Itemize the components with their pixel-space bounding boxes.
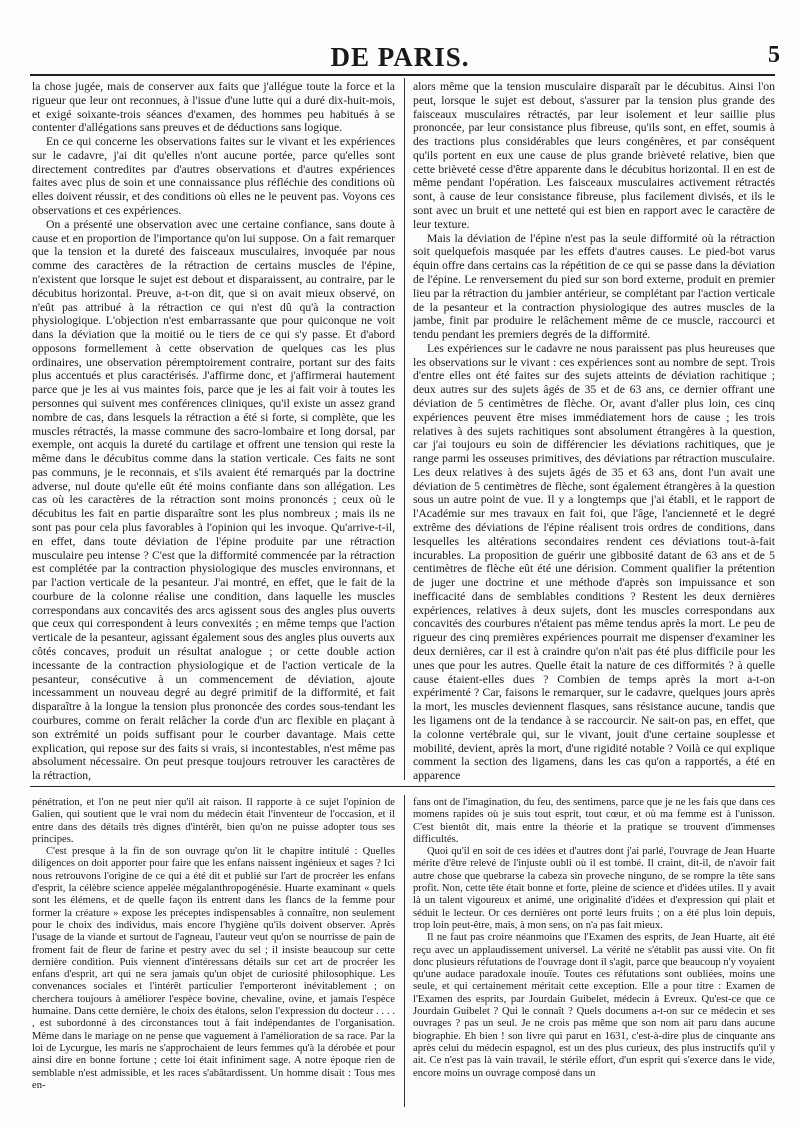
paragraph: On a présenté une observation avec une certaine confiance, sans doute à cause et en proportion de l'importance qu'on lui suppose. On a fait remarquer que la tension et la dureté des faisceaux musculaires, invoquée par nous comme des caractères de la rétraction de certains muscles de l'épine, n'existent que lorsque le sujet est debout et disparaissent, au contraire, par le décubitus horizontal. Preuve, a-t-on dit, que si on avait mieux observé, on n'eût pas attribué à la rétraction ce qui n'est dû qu'à la contraction physiologique. L'objection n'est embarrassante que pour quiconque ne voit dans la déviation que la moitié ou le tiers de ce qui s'y passe. Et d'abord opposons formellement à cette observation de quelques cas les plus ordinaires, une observation péremptoirement contraire, portant sur des faits plus accentués et plus caractérisés. J'affirme donc, et j'affirmerai hautement parce que je les ai vus maintes fois, parce que je les ai fait voir à toutes les personnes qui suivent mes conférences cliniques, qu'il existe un assez grand nombre de cas, dans lesquels la rétraction a été si forte, si complète, que les muscles rétractés, la masse commune des sacro-lombaire et long dorsal, par exemple, ont acquis la dureté du cartilage et offrent une tension qui reste la même dans le décubitus comme dans la station verticale. Ces faits ne sont pas communs, je le reconnais, et s'ils avaient été remarqués par la doctrine adverse, nul doute qu'elle eût été moins confiante dans son allégation. Les cas où les caractères de la rétraction sont moins prononcés ; ceux où le décubitus les fait en partie disparaître sont les plus nombreux ; mais ils ne sont pas pour cela plus favorables à l'opinion qui les invoque. Qu'arrive-t-il, en effet, dans toute déviation de l'épine produite par une rétraction musculaire peu intense ? C'est que la difformité commencée par la rétraction est complétée par la contraction physiologique des muscles environnans, et par l'action verticale de la pesanteur. J'ai montré, en effet, que le fait de la courbure de la colonne réalise une condition, dans laquelle les muscles correspondans aux concavités des arcs agissent sous des angles plus ouverts que ceux qui correspondent à leurs convexités ; en même temps que l'action verticale de la pesanteur, agissant également sous des angles plus ouverts aux côtés concaves, produit un résultat analogue ; or cette double action incessante de la contraction physiologique et de l'action verticale de la pesanteur, consécutive à un commencement de déviation, ajoute incessamment un nouveau degré au degré primitif de la difformité, et fait disparaître à la longue la tension plus prononcée des cordes sous-tendant les courbures, comme on ferait relâcher la corde d'un arc flexible en plaçant à son extrémité un poids suffisant pour le courber davantage. Mais cette explication, qui repose sur des faits si vrais, si incontestables, n'est même pas absolument nécessaire. On peut presque toujours retrouver les caractères de la rétraction, [32,217,395,782]
paragraph: En ce qui concerne les observations faites sur le vivant et les expériences sur le cadavre, j'ai dit qu'elles n'ont aucune portée, parce qu'elles sont directement contredites par d'autres observations et d'autres expériences faites avec plus de soin et une connaissance plus réfléchie des conditions où elles doivent réussir, et des conditions où elles ne le peuvent pas. Voyons ces observations et ces expériences. [32,135,395,218]
feuilleton-rule [30,786,775,787]
paragraph: fans ont de l'imagination, du feu, des sentimens, parce que je ne les fais que dans ces momens rapides où je suis tout esprit, tout cœur, et où ma femme est à l'unisson. C'est bientôt dit, mais entre la théorie et la pratique se trouvent d'immenses difficultés. [413,797,775,845]
column-divider-top [404,78,405,780]
header-rule [30,74,775,76]
paragraph: Les expériences sur le cadavre ne nous paraissent pas plus heureuses que les observations sur le vivant : ces expériences sont au nombre de sept. Trois d'entre elles ont été faites sur des sujets atteints de déviation rachitique ; deux autres sur des sujets âgés de 35 et de 63 ans, ce dernier offrant une déviation de 5 centimètres de flèche. Or, avant d'aller plus loin, ces cinq expériences peuvent être mises immédiatement hors de cause ; les trois relatives à des sujets rachitiques sont absolument étrangères à la question, car j'ai toujours eu soin de différencier les déviations rachitiques, que je range parmi les osseuses primitives, des déviations par rétraction musculaire. Les deux relatives à des sujets âgés de 35 et 63 ans, dont l'un avait une déviation de 5 centimètres de flèche, sont également étrangères à la question sous un autre point de vue. Il y a longtemps que j'ai établi, et le rapport de l'Académie sur mes travaux en fait foi, que l'âge, l'ancienneté et le degré extrême des déviations de l'épine réalisent trois ordres de conditions, dans lesquelles les altérations secondaires rendent ces déviations tout-à-fait incurables. La proposition de guérir une gibbosité datant de 63 ans et de 5 centimètres de flèche eût été une dérision. Comment qualifier la prétention de juger une doctrine et une méthode d'après son impuissance et son inefficacité dans de semblables conditions ? Restent les deux dernières expériences, relatives à deux sujets, dont les muscles correspondans aux concavités des courbures n'étaient pas même tendus après la mort. Le peu de rigueur des cinq premières expériences pourrait me dispenser d'examiner les deux dernières, car il est à craindre qu'on n'ait pas été plus difficile pour les unes que pour les autres. Quelle était la nature de ces difformités ? à quelle cause étaient-elles dues ? Combien de temps après la mort a-t-on expérimenté ? Car, faisons le remarquer, sur le cadavre, quelques jours après la mort, les muscles deviennent flasques, sans résistance aucune, tandis que les ligamens ont de la tendance à se raccourcir. Ne sait-on pas, en effet, que la colonne vertébrale qui, sur le vivant, jouit d'une certaine souplesse et mobilité, devient, après la mort, d'une rigidité notable ? Voilà ce qui explique comment la section des ligamens, dans les cas qu'on a rapportés, a été en apparence [413,341,775,782]
paragraph: C'est presque à la fin de son ouvrage qu'on lit le chapitre intitulé : Quelles diligences on doit apporter pour faire que les enfans naissent ingénieux et sages ? Ici nous retrouvons l'origine de ce qui a été dit et publié sur l'art de procréer les enfans d'esprit, la célèbre science appelée mégalanthropogénésie. Huarte examinant « quels sont les élémens, et de quelle façon ils entrent dans les flancs de la femme pour former la créature » expose les préceptes indispensables à connaître, non seulement pour le choix des individus, mais encore l'hygiène qu'ils doivent observer. Après l'usage de la viande et surtout de l'agneau, l'auteur veut qu'on se nourrisse de pain de froment fait de fleur de farine et pestry avec du sel ; il insiste beaucoup sur cette dernière condition. Puis viennent d'intéressans détails sur cet art de procréer les enfans d'esprit, art qui ne sera jamais qu'un objet de curiosité philosophique. Les convenances sociales et l'intérêt particulier l'emporteront inévitablement ; on cherchera toujours à améliorer l'espèce bovine, chevaline, ovine, et jamais l'espèce humaine. Dans cette dernière, le choix des étalons, selon l'expression du docteur . . . . , est subordonné à des circonstances tout à fait indépendantes de l'organisation. Même dans le mariage on ne pense que vaguement à l'amélioration de sa race. Par la loi de Lycurgue, les maris ne s'approchaient de leurs femmes qu'à la dérobée et pour ainsi dire en bonne fortune ; cette loi était infiniment sage. A notre époque rien de semblable n'est admissible, et les races s'abâtardissent. Un homme disait : Tous mes en- [32,846,395,1091]
paragraph: Quoi qu'il en soit de ces idées et d'autres dont j'ai parlé, l'ouvrage de Jean Huarte mérite d'être relevé de l'injuste oubli où il est tombé. Il craint, dit-il, de n'avoir fait autre chose que quebrarse la cabeza sin proveche ninguno, de se rompre la tête sans profit. Non, cette tête était bonne et forte, pleine de science et d'idées utiles. Il y avait là un talent vigoureux et animé, une originalité d'idées et d'expression qui plait et séduit le lecteur. Or ces dernières ont porté leurs fruits ; on a été plus loin depuis, trop loin peut-être, mais, à mon sens, on n'a pas fait mieux. [413,846,775,931]
article-column-top-right [413,80,775,782]
feuilleton-column-right [413,797,775,1109]
feuilleton-column-left [32,797,395,1109]
masthead-title: DE PARIS. [330,42,470,72]
paragraph: pénétration, et l'on ne peut nier qu'il ait raison. Il rapporte à ce sujet l'opinion de Galien, qui soutient que le vrai nom du médecin était l'inventeur de l'occasion, et il entre dans des détails très dignes d'intérêt, bien qu'on ne puisse adopter tous ses principes. [32,797,395,845]
paragraph: alors même que la tension musculaire disparaît par le décubitus. Ainsi l'on peut, lorsque le sujet est debout, s'assurer par la tension plus grande des faisceaux musculaires rétractés, par leur isolement et leur saillie plus prononcée, par leur consistance plus fibreuse, qu'ils sont, en effet, soumis à des tractions plus considérables que leurs congénères, et par conséquent qu'ils portent en eux une cause de plus grande brièveté relative, bien que cette brièveté cesse d'être apparente dans le décubitus horizontal. Il en est de même pendant l'opération. Les faisceaux musculaires activement rétractés sont, à cause de leur consistance fibreuse, plus facilement divisés, et ils le sont avec un bruit et une netteté qui est bien en rapport avec le caractère de leur texture. [413,80,775,231]
masthead [20,40,780,70]
paragraph: la chose jugée, mais de conserver aux faits que j'allégue toute la force et la rigueur que leur ont reconnues, à l'issue d'une lutte qui a duré dix-huit-mois, et exigé soixante-trois séances d'examen, des hommes peu habitués à se contenter d'allégations sans preuves et de déductions sans logique. [32,80,395,135]
article-column-top-left [32,80,395,782]
column-divider-bottom [404,795,405,1107]
paragraph: Il ne faut pas croire néanmoins que l'Examen des esprits, de Jean Huarte, ait été reçu avec un applaudissement universel. La vérité ne s'établit pas aussi vite. On fit donc plusieurs réfutations de l'ouvrage dont il s'agit, parce que beaucoup n'y voyaient qu'une audace paradoxale inouïe. Toutes ces réfutations sont oubliées, moins une seule, et qui certainement méritait cette exception. Elle a pour titre : Examen de l'Examen des esprits, par Jourdain Guibelet, médecin à Evreux. Qu'est-ce que ce Jourdain Guibelet ? Qui le connaît ? Quels documens a-t-on sur ce médecin et ses ouvrages ? pas un seul. Je ne crois pas même que son nom ait paru dans aucune biographie. Eh bien ! son livre qui parut en 1631, c'est-à-dire plus de cinquante ans après celui du médecin espagnol, est un des plus curieux, des plus instructifs qu'il y ait. Ce n'est pas là vain travail, le stérile effort, d'un esprit qui s'exerce dans le vide, encore moins un ouvrage composé dans un [413,932,775,1079]
paragraph: Mais la déviation de l'épine n'est pas la seule difformité où la rétraction soit quelquefois masquée par les effets d'autres causes. Le pied-bot varus équin offre dans certains cas la répétition de ce qui se passe dans la déviation de l'épine. Le renversement du pied sur son bord externe, produit en premier lieu par la rétraction du jambier antérieur, se complétant par l'action verticale de la pesanteur et la contraction physiologique des autres muscles de la jambe, finit par produire le relâchement même de ce muscle, raccourci et tendu pendant les premiers degrés de la difformité. [413,231,775,342]
page-number: 5 [768,42,780,68]
